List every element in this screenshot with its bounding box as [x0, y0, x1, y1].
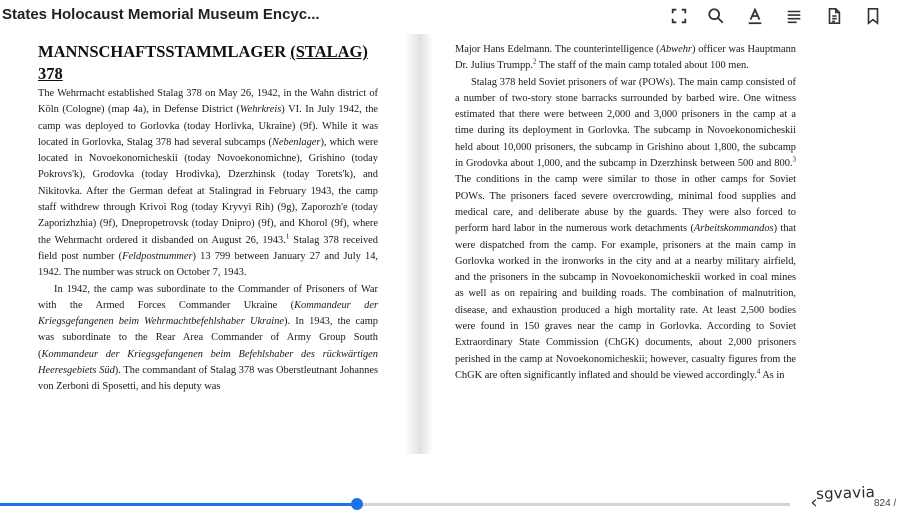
footnote-marker: 2 [532, 57, 537, 66]
document-icon[interactable] [823, 5, 845, 27]
page-gutter-shadow [419, 34, 433, 454]
footnote-marker: 4 [756, 367, 761, 376]
top-toolbar [0, 0, 900, 34]
heading-link[interactable]: (STALAG) [290, 42, 368, 61]
paragraph: In 1942, the camp was subordinate to the Commander of Prisoners of War with the Armed Forces Commander Ukraine (Kommandeur der Kriegsgefangenen beim Wehrmachtbefehlshaber Ukraine). In 1943, the camp was subordinate to the Rear Area Commander of Army Group South (Kommandeur der Kriegsgefangenen beim Befehlshaber des rückwärtigen Heeresgebiets Süd). The commandant of Stalag 378 was Oberstleutnant Johannes von Zerboni di Sposetti, and his deputy was [38, 283, 378, 393]
italic-term: Nebenlager [271, 136, 321, 148]
previous-page-button[interactable]: ‹ [810, 492, 818, 513]
left-page-text [38, 41, 378, 396]
heading-link[interactable]: 378 [38, 64, 63, 83]
italic-term: Kommandeur der Kriegsgefangenen beim Wehrmachtbefehlshaber Ukraine [38, 299, 378, 328]
reading-progress-bar[interactable] [0, 503, 790, 506]
italic-term: Abwehr [659, 44, 692, 55]
page-indicator: 824 / [874, 498, 897, 509]
right-page-text [455, 42, 796, 384]
paragraph: The Wehrmacht established Stalag 378 on May 26, 1942, in the Wahn district of Köln (Cologne) (map 4a), in Defense District (Wehrkreis) VI. In July 1942, the camp was deployed to Gorlovka (today Horlivka, Ukraine) (9f). While it was located in Gorlovka, Stalag 378 had several subcamps (Nebenlager), which were located in Novoekonomicheskii (today Novoekonomichne), Grishino (today Pokrovs'k), Grodovka (today Hrodivka), Dzerzhinsk (today Torets'k), and Nikitovka. After the German defeat at Stalingrad in February 1943, the camp staff withdrew through Krivoi Rog (today Kryvyi Rih) (9g), Zaporozh'e (today Zaporizhzhia) (9f), Dnepropetrovsk (today Dnipro) (9f), and Khorol (9f), where the Wehrmacht ordered it disbanded on August 26, 1943.$^1$ Stalag 378 received field post number (Feldpostnummer) 13 799 between January 27 and July 14, 1942. The number was struck on October 7, 1943. [38, 88, 379, 279]
document-title: States Holocaust Memorial Museum Encyc... [2, 6, 320, 23]
line-spacing-icon[interactable] [783, 5, 805, 27]
footnote-marker: 3 [792, 155, 796, 164]
italic-term: Kommandeur der Kriegsgefangenen beim Befehlshaber des rückwärtigen Heeresgebiets Süd [38, 348, 378, 377]
bookmark-icon[interactable] [862, 5, 884, 27]
text-format-icon[interactable] [744, 5, 766, 27]
fullscreen-icon[interactable] [668, 5, 690, 27]
paragraph: Major Hans Edelmann. The counterintelligence (Abwehr) officer was Hauptmann Dr. Julius Trumpp.$^2$ The staff of the main camp totaled about 100 men. [455, 44, 797, 72]
watermark: sgvavia [815, 482, 876, 504]
search-icon[interactable] [705, 5, 727, 27]
progress-fill [0, 503, 357, 506]
paragraph: Stalag 378 held Soviet prisoners of war (POWs). The main camp consisted of a number of two-story stone barracks surrounded by barbed wire. One witness estimated that there were between 2,000 and 3,000 prisoners in the camp at a time during its deployment in Gorlovka. The subcamp in Novoekonomicheskii held about 10,000 prisoners, the subcamp in Grishino about 1,800, the subcamp in Grodovka about 1,000, and the subcamp in Dzerzhinsk between 500 and 800.$^3$ The conditions in the camp were similar to those in other camps for Soviet POWs. The prisoners faced severe overcrowding, minimal food supplies and medical care, and deliberate abuse by the guards. They were also forced to perform hard labor in the numerous work detachments (Arbeitskommandos) that were dispatched from the camp. For example, prisoners at the main camp in Gorlovka worked in the ironworks in the city and at a nearby military airfield, and the prisoners in the subcamp in Novoekonomicheskii worked in coal mines as well as on repairing and building roads. The combination of malnutrition, disease, and exhaustion produced a high mortality rate. At least 2,500 bodies were found in 150 graves near the camp in Gorlovka. According to Soviet Extraordinary State Commission (ChGK) documents, about 2,000 prisoners perished in the camp at Novoekonomicheskii; however, casualty figures from the ChGK are often significantly inflated and should be viewed accordingly.$^4$ As in [455, 76, 797, 381]
italic-term: Wehrkreis [239, 104, 282, 116]
entry-heading: MANNSCHAFTSSTAMMLAGER (STALAG) 378 [38, 42, 368, 83]
italic-term: Feldpostnummer [122, 250, 193, 262]
page-gutter-shadow [405, 34, 419, 454]
footnote-marker: 1 [285, 232, 290, 241]
progress-slider-handle[interactable] [351, 498, 363, 510]
italic-term: Arbeitskommandos [693, 223, 774, 235]
